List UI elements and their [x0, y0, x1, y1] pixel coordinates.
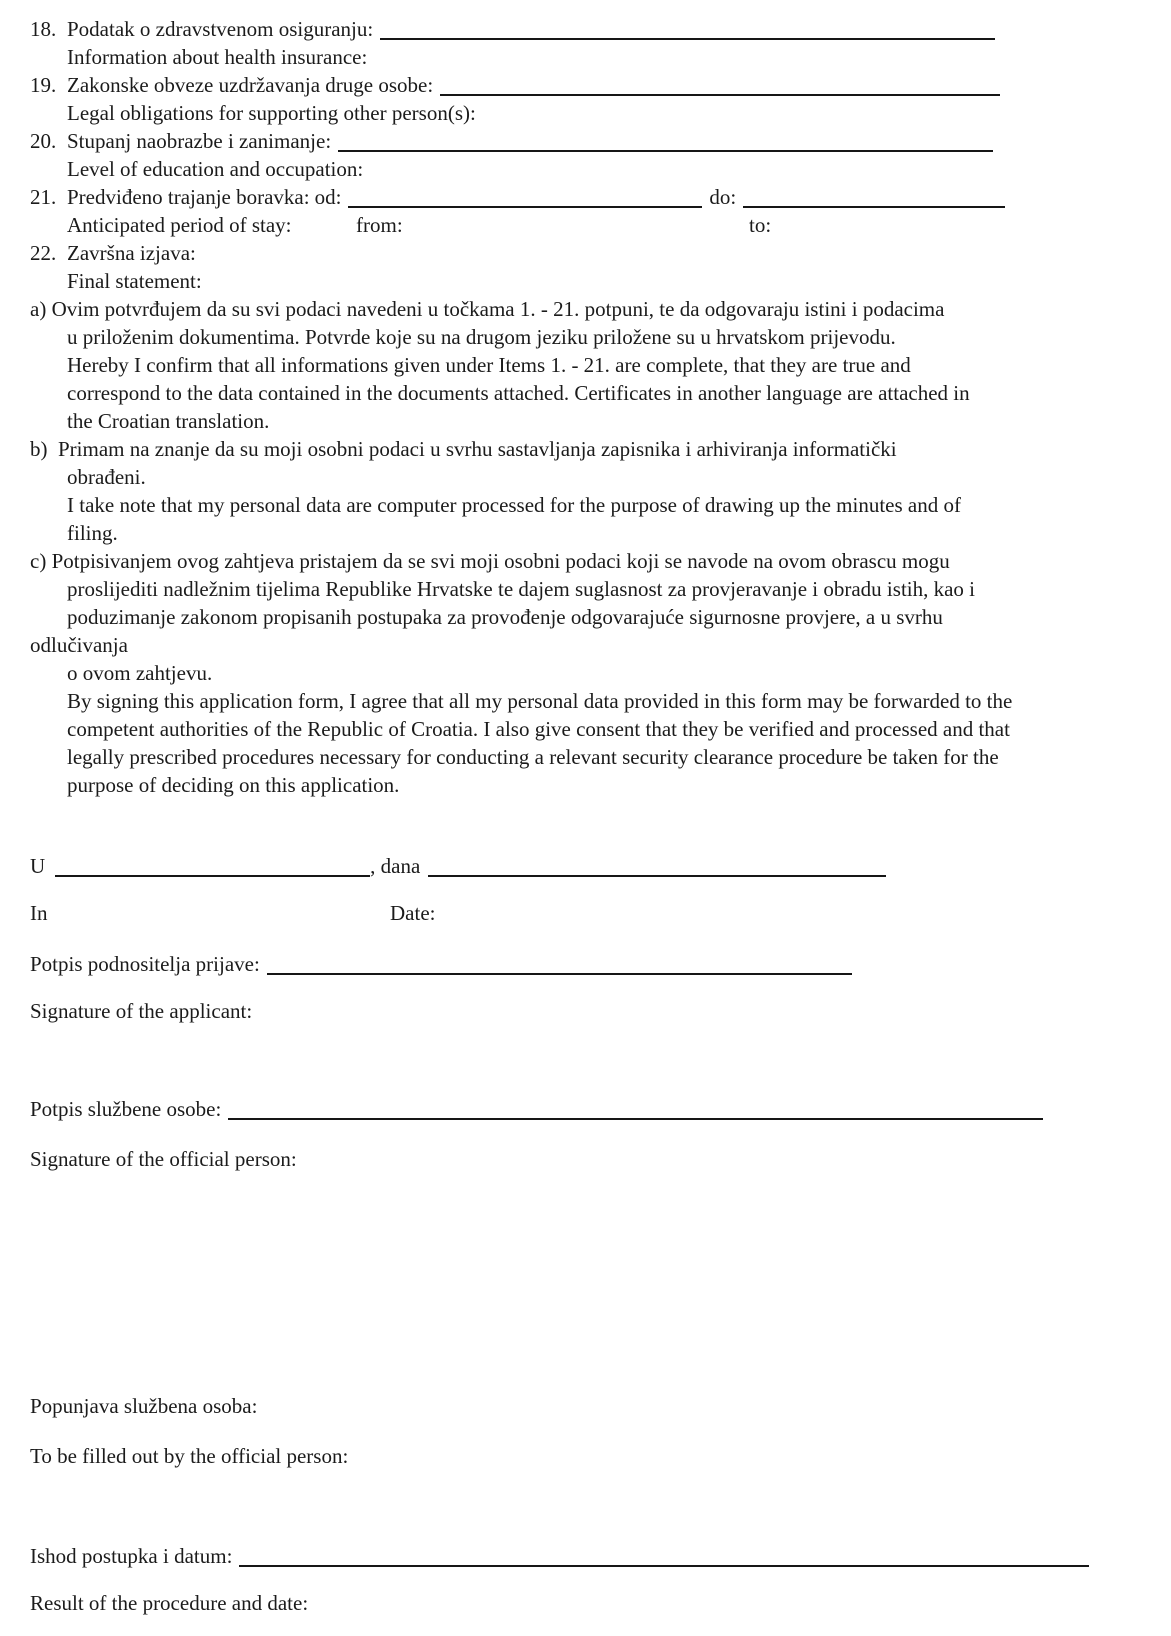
item-21-number: 21. — [30, 185, 57, 209]
statement-c-line-6: By signing this application form, I agree that all my personal data provided in this form may be forwarded to the — [67, 689, 1013, 713]
field-stay-from-blank[interactable] — [348, 194, 702, 208]
statement-a-line-4: correspond to the data contained in the documents attached. Certificates in another language are attached in — [67, 381, 970, 405]
item-20-row — [30, 127, 1171, 155]
statement-c-line-4: odlučivanja — [30, 633, 128, 657]
item-19-row — [30, 71, 1171, 99]
item-18-row — [30, 15, 1171, 43]
statement-a-line-2: u priloženim dokumentima. Potvrde koje su na drugom jeziku priložene su u hrvatskom prijevodu. — [67, 325, 896, 349]
dana-label: , dana — [370, 854, 421, 878]
field-official-signature-blank[interactable] — [228, 1106, 1043, 1120]
item-21-row-en — [30, 211, 1171, 239]
field-stay-to-blank[interactable] — [743, 194, 1005, 208]
field-health-insurance-blank[interactable] — [380, 26, 995, 40]
applicant-signature-label-hr: Potpis podnositelja prijave: — [30, 952, 260, 976]
field-date-blank[interactable] — [428, 863, 886, 877]
statement-c-line-7: competent authorities of the Republic of Croatia. I also give consent that they be verified and processed and that — [67, 717, 1010, 741]
applicant-signature-row — [30, 950, 1171, 978]
field-legal-obligations-blank[interactable] — [440, 82, 1000, 96]
applicant-signature-label-en: Signature of the applicant: — [30, 999, 253, 1023]
procedure-result-label-en: Result of the procedure and date: — [30, 1591, 309, 1615]
item-19-number: 19. — [30, 73, 57, 97]
item-22-row — [30, 239, 1171, 267]
place-u-label: U — [30, 854, 46, 878]
procedure-result-label-hr: Ishod postupka i datum: — [30, 1544, 233, 1568]
official-signature-row — [30, 1095, 1171, 1123]
item-21-label-en: Anticipated period of stay: — [67, 213, 292, 237]
official-section-label-hr: Popunjava službena osoba: — [30, 1394, 258, 1418]
item-18-label-hr: Podatak o zdravstvenom osiguranju: — [67, 17, 374, 41]
item-18-label-en: Information about health insurance: — [67, 45, 368, 69]
statement-c-line-9: purpose of deciding on this application. — [67, 773, 400, 797]
statement-c-line-5: o ovom zahtjevu. — [67, 661, 213, 685]
statement-c-line-1: c) Potpisivanjem ovog zahtjeva pristajem da se svi moji osobni podaci koji se navode na ovom obrascu mogu — [30, 549, 950, 573]
item-19-label-en: Legal obligations for supporting other person(s): — [67, 101, 476, 125]
in-label: In — [30, 901, 48, 925]
place-date-row — [30, 852, 1171, 880]
item-21-to-label: to: — [749, 213, 772, 237]
statement-c-line-2: proslijediti nadležnim tijelima Republike Hrvatske te dajem suglasnost za provjeravanje i obradu istih, kao i — [67, 577, 976, 601]
statement-b-line-2: obrađeni. — [67, 465, 146, 489]
item-20-label-hr: Stupanj naobrazbe i zanimanje: — [67, 129, 332, 153]
field-education-occupation-blank[interactable] — [338, 138, 993, 152]
item-20-label-en: Level of education and occupation: — [67, 157, 364, 181]
item-21-od-label: od: — [314, 185, 342, 209]
item-21-row — [30, 183, 1171, 211]
place-date-row-en — [30, 899, 1171, 927]
item-22-label-en: Final statement: — [67, 269, 202, 293]
item-19-label-hr: Zakonske obveze uzdržavanja druge osobe: — [67, 73, 434, 97]
official-signature-label-en: Signature of the official person: — [30, 1147, 297, 1171]
item-18-number: 18. — [30, 17, 57, 41]
statement-b-line-4: filing. — [67, 521, 118, 545]
item-21-label-hr: Predviđeno trajanje boravka: — [67, 185, 310, 209]
item-22-number: 22. — [30, 241, 57, 265]
statement-b-line-1: b) Primam na znanje da su moji osobni podaci u svrhu sastavljanja zapisnika i arhiviranja informatički — [30, 437, 897, 461]
item-21-from-label: from: — [356, 213, 403, 237]
field-procedure-result-blank[interactable] — [239, 1553, 1089, 1567]
procedure-result-row — [30, 1542, 1171, 1570]
statement-c-line-8: legally prescribed procedures necessary for conducting a relevant security clearance procedure be taken for the — [67, 745, 999, 769]
item-20-number: 20. — [30, 129, 57, 153]
statement-a-line-1: a) Ovim potvrđujem da su svi podaci navedeni u točkama 1. - 21. potpuni, te da odgovaraju istini i podacima — [30, 297, 945, 321]
item-22-label-hr: Završna izjava: — [67, 241, 196, 265]
statement-c-line-3: poduzimanje zakonom propisanih postupaka za provođenje odgovarajuće sigurnosne provjere, a u svrhu — [67, 605, 943, 629]
official-section-label-en: To be filled out by the official person: — [30, 1444, 349, 1468]
statement-b-line-3: I take note that my personal data are computer processed for the purpose of drawing up the minutes and of — [67, 493, 961, 517]
statement-a-line-3: Hereby I confirm that all informations given under Items 1. - 21. are complete, that they are true and — [67, 353, 911, 377]
item-21-do-label: do: — [709, 185, 737, 209]
official-signature-label-hr: Potpis službene osobe: — [30, 1097, 222, 1121]
statement-a-line-5: the Croatian translation. — [67, 409, 270, 433]
field-applicant-signature-blank[interactable] — [267, 961, 852, 975]
date-label: Date: — [390, 901, 436, 925]
field-place-blank[interactable] — [55, 863, 370, 877]
